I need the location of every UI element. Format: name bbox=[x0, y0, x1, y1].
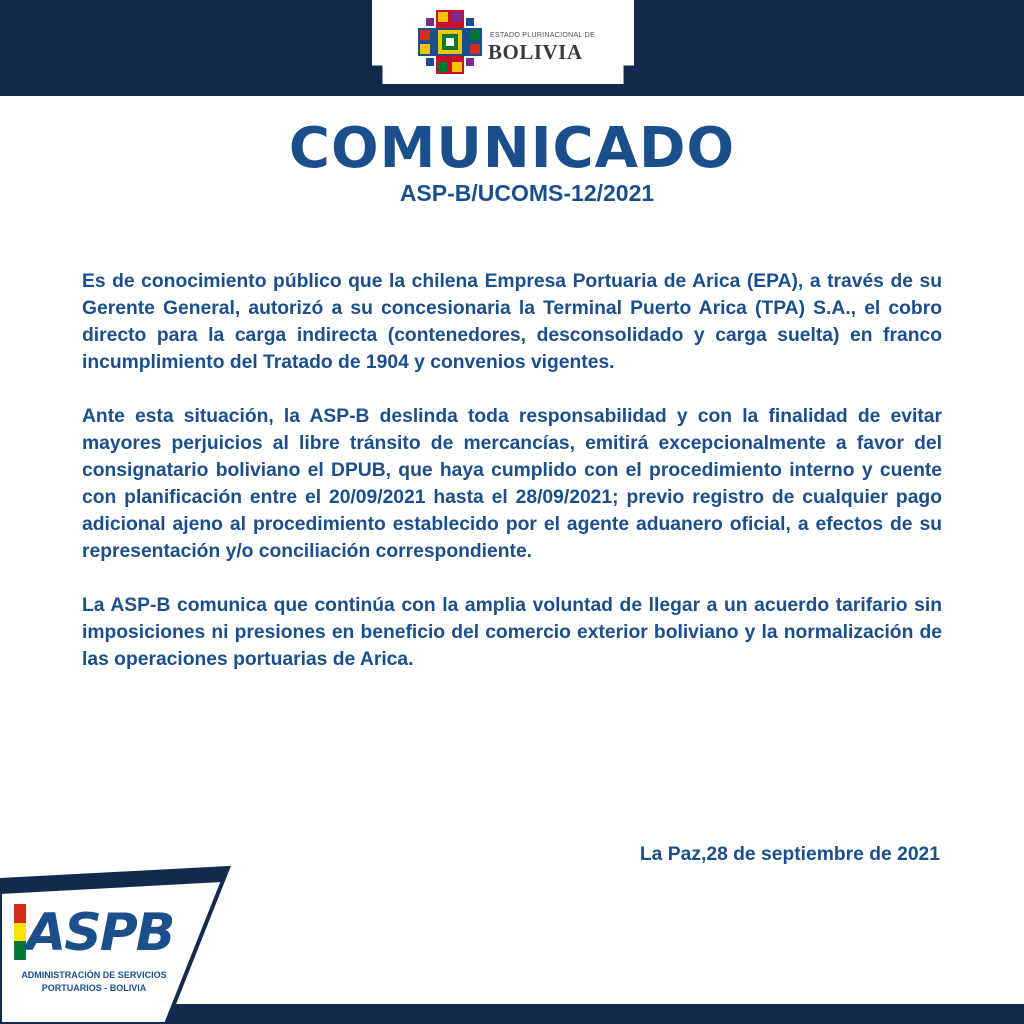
paragraph-1: Es de conocimiento público que la chilena Empresa Portuaria de Arica (EPA), a través de su Gerente General, autorizó a su concesionaria la Terminal Puerto Arica (TPA) S.A., el cobro directo para la carga indirecta (contenedores, desconsolidado y carga suelta) en franco incumplimiento del Tratado de 1904 y convenios vigentes. bbox=[82, 271, 942, 373]
paragraph-3: La ASP-B comunica que continúa con la amplia voluntad de llegar a un acuerdo tarifario sin imposiciones ni presiones en beneficio del comercio exterior boliviano y la normalización de las operaciones portuarias de Arica. bbox=[82, 595, 942, 670]
bolivia-logo-name: BOLIVIA bbox=[488, 40, 583, 64]
bolivia-logo bbox=[412, 6, 595, 78]
document-body bbox=[82, 268, 942, 700]
paragraph-2: Ante esta situación, la ASP-B deslinda toda responsabilidad y con la finalidad de evitar mayores perjuicios al libre tránsito de mercancías, emitirá excepcionalmente a favor del consignatario boliviano el DPUB, que haya cumplido con el procedimiento interno y cuente con planificación entre el 20/09/2021 hasta el 28/09/2021; previo registro de cualquier pago adicional ajeno al procedimiento establecido por el agente aduanero oficial, a efectos de su representación y/o conciliación correspondiente. bbox=[82, 406, 942, 562]
aspb-caption-line2: PORTUARIOS - BOLIVIA bbox=[41, 983, 147, 993]
document-title: COMUNICADO bbox=[288, 116, 736, 181]
aspb-caption-line1: ADMINISTRACIÓN DE SERVICIOS bbox=[21, 970, 167, 980]
bolivia-flag-icon bbox=[14, 904, 26, 960]
aspb-logo-word: ASPB bbox=[26, 903, 174, 963]
bolivia-emblem-icon bbox=[416, 8, 484, 76]
date-line: La Paz,28 de septiembre de 2021 bbox=[639, 844, 940, 865]
aspb-logo bbox=[14, 904, 174, 964]
document-reference: ASP-B/UCOMS-12/2021 bbox=[399, 180, 655, 206]
bolivia-logo-subtext: ESTADO PLURINACIONAL DE bbox=[490, 32, 595, 39]
